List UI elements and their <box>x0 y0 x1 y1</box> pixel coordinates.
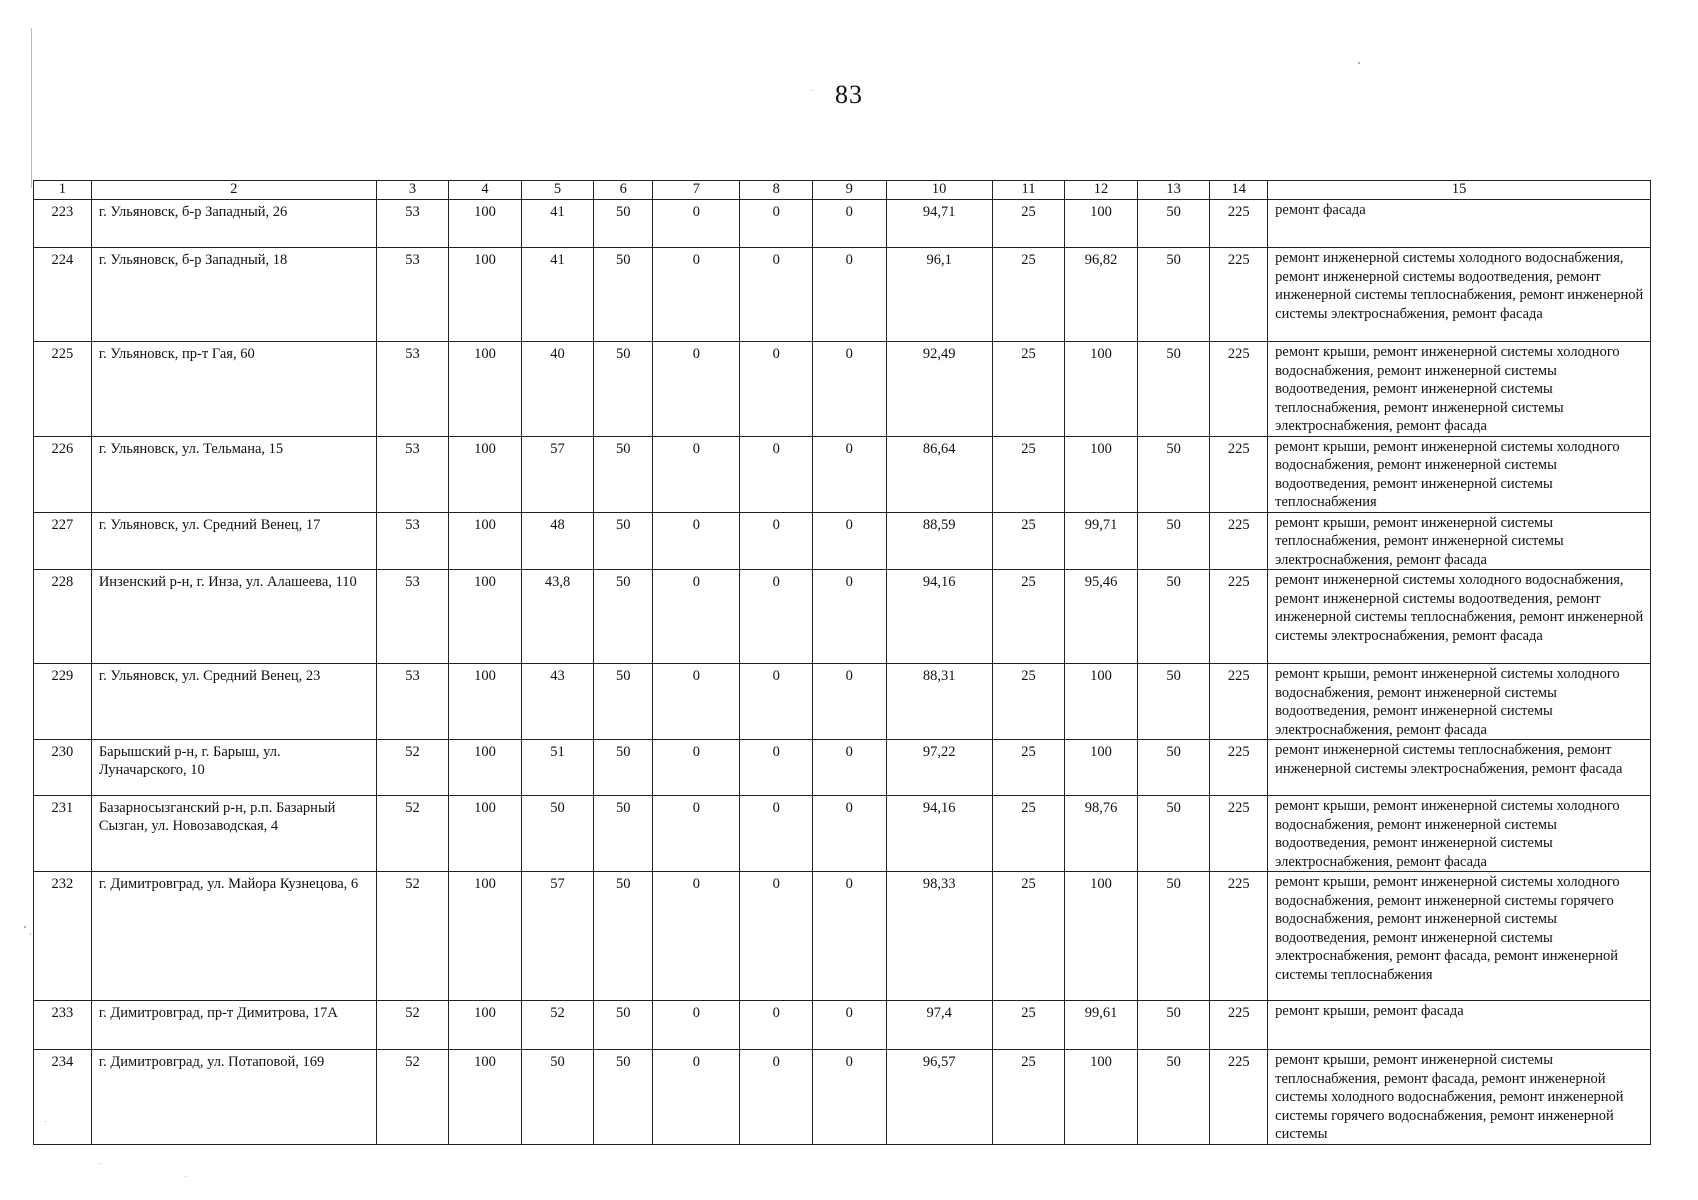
value-cell: 52 <box>376 872 449 1001</box>
value-cell: 52 <box>376 1050 449 1145</box>
address-cell: г. Ульяновск, пр-т Гая, 60 <box>91 342 376 437</box>
value-cell: 50 <box>521 1050 594 1145</box>
value-cell: 53 <box>376 342 449 437</box>
row-number-cell: 223 <box>34 200 92 248</box>
value-cell: 86,64 <box>886 436 992 512</box>
value-cell: 100 <box>449 342 522 437</box>
value-cell: 0 <box>812 872 886 1001</box>
value-cell: 0 <box>653 570 740 664</box>
value-cell: 225 <box>1210 248 1268 342</box>
table-row <box>34 740 1651 796</box>
value-cell: 50 <box>594 342 653 437</box>
scan-speck <box>185 1176 186 1177</box>
column-number: 4 <box>449 181 522 200</box>
value-cell: 225 <box>1210 570 1268 664</box>
value-cell: 100 <box>449 200 522 248</box>
value-cell: 40 <box>521 342 594 437</box>
value-cell: 225 <box>1210 796 1268 872</box>
value-cell: 92,49 <box>886 342 992 437</box>
value-cell: 0 <box>653 1050 740 1145</box>
works-cell: ремонт крыши, ремонт фасада <box>1268 1001 1651 1050</box>
scan-speck <box>24 926 26 928</box>
value-cell: 50 <box>1137 570 1210 664</box>
value-cell: 0 <box>740 664 813 740</box>
value-cell: 225 <box>1210 1050 1268 1145</box>
value-cell: 100 <box>1065 342 1138 437</box>
value-cell: 225 <box>1210 512 1268 570</box>
row-number-cell: 225 <box>34 342 92 437</box>
value-cell: 50 <box>1137 664 1210 740</box>
value-cell: 25 <box>992 342 1065 437</box>
address-cell: г. Ульяновск, ул. Средний Венец, 17 <box>91 512 376 570</box>
value-cell: 0 <box>740 512 813 570</box>
value-cell: 50 <box>594 1001 653 1050</box>
value-cell: 0 <box>812 1001 886 1050</box>
value-cell: 0 <box>653 740 740 796</box>
value-cell: 25 <box>992 796 1065 872</box>
table-row <box>34 248 1651 342</box>
value-cell: 100 <box>449 664 522 740</box>
value-cell: 50 <box>1137 872 1210 1001</box>
works-cell: ремонт крыши, ремонт инженерной системы теплоснабжения, ремонт фасада, ремонт инженерной системы холодного водоснабжения, ремонт инженерной системы горячего водоснабжения, ремонт инженерной системы <box>1268 1050 1651 1145</box>
value-cell: 0 <box>740 796 813 872</box>
value-cell: 94,16 <box>886 796 992 872</box>
scan-speck <box>45 1121 46 1122</box>
table-row <box>34 436 1651 512</box>
value-cell: 50 <box>1137 1001 1210 1050</box>
value-cell: 0 <box>740 1001 813 1050</box>
value-cell: 25 <box>992 740 1065 796</box>
value-cell: 53 <box>376 512 449 570</box>
table-row <box>34 1050 1651 1145</box>
value-cell: 53 <box>376 570 449 664</box>
value-cell: 25 <box>992 200 1065 248</box>
table-row <box>34 570 1651 664</box>
value-cell: 0 <box>653 342 740 437</box>
value-cell: 225 <box>1210 342 1268 437</box>
address-cell: г. Димитровград, ул. Потаповой, 169 <box>91 1050 376 1145</box>
column-number: 12 <box>1065 181 1138 200</box>
works-cell: ремонт крыши, ремонт инженерной системы теплоснабжения, ремонт инженерной системы электроснабжения, ремонт фасада <box>1268 512 1651 570</box>
value-cell: 41 <box>521 200 594 248</box>
column-number: 6 <box>594 181 653 200</box>
value-cell: 25 <box>992 248 1065 342</box>
value-cell: 100 <box>449 570 522 664</box>
row-number-cell: 233 <box>34 1001 92 1050</box>
value-cell: 0 <box>653 872 740 1001</box>
value-cell: 50 <box>594 796 653 872</box>
table-row <box>34 200 1651 248</box>
column-number: 9 <box>812 181 886 200</box>
works-cell: ремонт крыши, ремонт инженерной системы холодного водоснабжения, ремонт инженерной системы водоотведения, ремонт инженерной системы теплоснабжения, ремонт инженерной системы электроснабжения, ремонт фасада <box>1268 342 1651 437</box>
scan-speck <box>812 90 813 91</box>
value-cell: 57 <box>521 872 594 1001</box>
column-number: 14 <box>1210 181 1268 200</box>
value-cell: 0 <box>740 436 813 512</box>
value-cell: 0 <box>812 664 886 740</box>
scan-speck <box>30 933 31 935</box>
value-cell: 50 <box>594 664 653 740</box>
value-cell: 50 <box>1137 1050 1210 1145</box>
value-cell: 0 <box>812 740 886 796</box>
address-cell: Инзенский р-н, г. Инза, ул. Алашеева, 110 <box>91 570 376 664</box>
address-cell: г. Ульяновск, б-р Западный, 18 <box>91 248 376 342</box>
value-cell: 53 <box>376 200 449 248</box>
value-cell: 225 <box>1210 436 1268 512</box>
value-cell: 96,82 <box>1065 248 1138 342</box>
value-cell: 96,1 <box>886 248 992 342</box>
address-cell: Барышский р-н, г. Барыш, ул. Луначарского, 10 <box>91 740 376 796</box>
address-cell: г. Димитровград, пр-т Димитрова, 17А <box>91 1001 376 1050</box>
value-cell: 97,4 <box>886 1001 992 1050</box>
data-table <box>33 180 1651 1145</box>
value-cell: 25 <box>992 664 1065 740</box>
column-number: 13 <box>1137 181 1210 200</box>
table-row <box>34 872 1651 1001</box>
value-cell: 0 <box>740 570 813 664</box>
value-cell: 0 <box>812 200 886 248</box>
value-cell: 0 <box>812 436 886 512</box>
value-cell: 25 <box>992 1050 1065 1145</box>
value-cell: 0 <box>653 436 740 512</box>
value-cell: 53 <box>376 436 449 512</box>
works-cell: ремонт инженерной системы теплоснабжения, ремонт инженерной системы электроснабжения, ремонт фасада <box>1268 740 1651 796</box>
works-cell: ремонт крыши, ремонт инженерной системы холодного водоснабжения, ремонт инженерной системы водоотведения, ремонт инженерной системы электроснабжения, ремонт фасада <box>1268 664 1651 740</box>
row-number-cell: 230 <box>34 740 92 796</box>
value-cell: 50 <box>1137 740 1210 796</box>
value-cell: 0 <box>653 796 740 872</box>
value-cell: 53 <box>376 248 449 342</box>
value-cell: 88,59 <box>886 512 992 570</box>
value-cell: 88,31 <box>886 664 992 740</box>
value-cell: 52 <box>521 1001 594 1050</box>
address-cell: г. Ульяновск, ул. Средний Венец, 23 <box>91 664 376 740</box>
value-cell: 100 <box>449 1050 522 1145</box>
value-cell: 0 <box>740 872 813 1001</box>
value-cell: 100 <box>1065 1050 1138 1145</box>
value-cell: 225 <box>1210 872 1268 1001</box>
value-cell: 25 <box>992 872 1065 1001</box>
value-cell: 57 <box>521 436 594 512</box>
value-cell: 50 <box>594 872 653 1001</box>
value-cell: 0 <box>740 200 813 248</box>
table-row <box>34 664 1651 740</box>
column-number: 11 <box>992 181 1065 200</box>
value-cell: 51 <box>521 740 594 796</box>
value-cell: 0 <box>812 1050 886 1145</box>
value-cell: 100 <box>449 436 522 512</box>
column-number: 8 <box>740 181 813 200</box>
value-cell: 53 <box>376 664 449 740</box>
value-cell: 43 <box>521 664 594 740</box>
value-cell: 98,76 <box>1065 796 1138 872</box>
value-cell: 0 <box>812 570 886 664</box>
address-cell: г. Ульяновск, б-р Западный, 26 <box>91 200 376 248</box>
scan-speck <box>100 1163 101 1164</box>
address-cell: г. Димитровград, ул. Майора Кузнецова, 6 <box>91 872 376 1001</box>
works-cell: ремонт крыши, ремонт инженерной системы холодного водоснабжения, ремонт инженерной системы горячего водоснабжения, ремонт инженерной системы водоотведения, ремонт инженерной системы электроснабжения, ремонт фасада, ремонт инженерной системы теплоснабжения <box>1268 872 1651 1001</box>
value-cell: 100 <box>1065 436 1138 512</box>
value-cell: 98,33 <box>886 872 992 1001</box>
works-cell: ремонт фасада <box>1268 200 1651 248</box>
column-number-row <box>34 181 1651 200</box>
value-cell: 50 <box>1137 796 1210 872</box>
value-cell: 0 <box>653 200 740 248</box>
row-number-cell: 227 <box>34 512 92 570</box>
column-number: 10 <box>886 181 992 200</box>
value-cell: 100 <box>1065 740 1138 796</box>
table-row <box>34 512 1651 570</box>
table-row <box>34 342 1651 437</box>
row-number-cell: 232 <box>34 872 92 1001</box>
value-cell: 0 <box>812 796 886 872</box>
row-number-cell: 224 <box>34 248 92 342</box>
value-cell: 25 <box>992 570 1065 664</box>
column-number: 5 <box>521 181 594 200</box>
value-cell: 50 <box>1137 512 1210 570</box>
value-cell: 0 <box>812 512 886 570</box>
value-cell: 0 <box>740 342 813 437</box>
address-cell: Базарносызганский р-н, р.п. Базарный Сызган, ул. Новозаводская, 4 <box>91 796 376 872</box>
value-cell: 100 <box>449 248 522 342</box>
scan-speck <box>1358 62 1360 64</box>
row-number-cell: 234 <box>34 1050 92 1145</box>
works-cell: ремонт инженерной системы холодного водоснабжения, ремонт инженерной системы водоотведения, ремонт инженерной системы теплоснабжения, ремонт инженерной системы электроснабжения, ремонт фасада <box>1268 248 1651 342</box>
value-cell: 225 <box>1210 1001 1268 1050</box>
value-cell: 52 <box>376 1001 449 1050</box>
value-cell: 94,71 <box>886 200 992 248</box>
row-number-cell: 226 <box>34 436 92 512</box>
value-cell: 25 <box>992 436 1065 512</box>
row-number-cell: 231 <box>34 796 92 872</box>
value-cell: 50 <box>594 740 653 796</box>
value-cell: 100 <box>449 740 522 796</box>
table-row <box>34 1001 1651 1050</box>
value-cell: 100 <box>1065 664 1138 740</box>
value-cell: 100 <box>449 872 522 1001</box>
value-cell: 52 <box>376 740 449 796</box>
value-cell: 50 <box>594 1050 653 1145</box>
value-cell: 50 <box>1137 248 1210 342</box>
value-cell: 225 <box>1210 200 1268 248</box>
value-cell: 100 <box>449 1001 522 1050</box>
column-number: 2 <box>91 181 376 200</box>
value-cell: 25 <box>992 1001 1065 1050</box>
value-cell: 225 <box>1210 740 1268 796</box>
value-cell: 0 <box>740 1050 813 1145</box>
value-cell: 43,8 <box>521 570 594 664</box>
column-number: 1 <box>34 181 92 200</box>
value-cell: 50 <box>594 200 653 248</box>
address-cell: г. Ульяновск, ул. Тельмана, 15 <box>91 436 376 512</box>
value-cell: 50 <box>1137 200 1210 248</box>
value-cell: 25 <box>992 512 1065 570</box>
value-cell: 0 <box>812 342 886 437</box>
value-cell: 100 <box>449 796 522 872</box>
value-cell: 225 <box>1210 664 1268 740</box>
value-cell: 50 <box>594 248 653 342</box>
column-number: 15 <box>1268 181 1651 200</box>
value-cell: 100 <box>449 512 522 570</box>
value-cell: 52 <box>376 796 449 872</box>
value-cell: 50 <box>594 570 653 664</box>
value-cell: 100 <box>1065 200 1138 248</box>
column-number: 3 <box>376 181 449 200</box>
value-cell: 50 <box>1137 342 1210 437</box>
value-cell: 0 <box>653 1001 740 1050</box>
value-cell: 99,71 <box>1065 512 1138 570</box>
row-number-cell: 229 <box>34 664 92 740</box>
value-cell: 41 <box>521 248 594 342</box>
value-cell: 0 <box>740 740 813 796</box>
value-cell: 96,57 <box>886 1050 992 1145</box>
value-cell: 94,16 <box>886 570 992 664</box>
value-cell: 0 <box>812 248 886 342</box>
value-cell: 50 <box>1137 436 1210 512</box>
works-cell: ремонт крыши, ремонт инженерной системы холодного водоснабжения, ремонт инженерной системы водоотведения, ремонт инженерной системы электроснабжения, ремонт фасада <box>1268 796 1651 872</box>
value-cell: 48 <box>521 512 594 570</box>
works-cell: ремонт крыши, ремонт инженерной системы холодного водоснабжения, ремонт инженерной системы водоотведения, ремонт инженерной системы теплоснабжения <box>1268 436 1651 512</box>
value-cell: 97,22 <box>886 740 992 796</box>
value-cell: 0 <box>740 248 813 342</box>
value-cell: 0 <box>653 512 740 570</box>
works-cell: ремонт инженерной системы холодного водоснабжения, ремонт инженерной системы водоотведения, ремонт инженерной системы теплоснабжения, ремонт инженерной системы электроснабжения, ремонт фасада <box>1268 570 1651 664</box>
value-cell: 0 <box>653 664 740 740</box>
row-number-cell: 228 <box>34 570 92 664</box>
value-cell: 50 <box>594 436 653 512</box>
value-cell: 100 <box>1065 872 1138 1001</box>
value-cell: 50 <box>521 796 594 872</box>
value-cell: 0 <box>653 248 740 342</box>
page-number: 83 <box>835 80 863 109</box>
value-cell: 99,61 <box>1065 1001 1138 1050</box>
column-number: 7 <box>653 181 740 200</box>
table-row <box>34 796 1651 872</box>
value-cell: 95,46 <box>1065 570 1138 664</box>
value-cell: 50 <box>594 512 653 570</box>
